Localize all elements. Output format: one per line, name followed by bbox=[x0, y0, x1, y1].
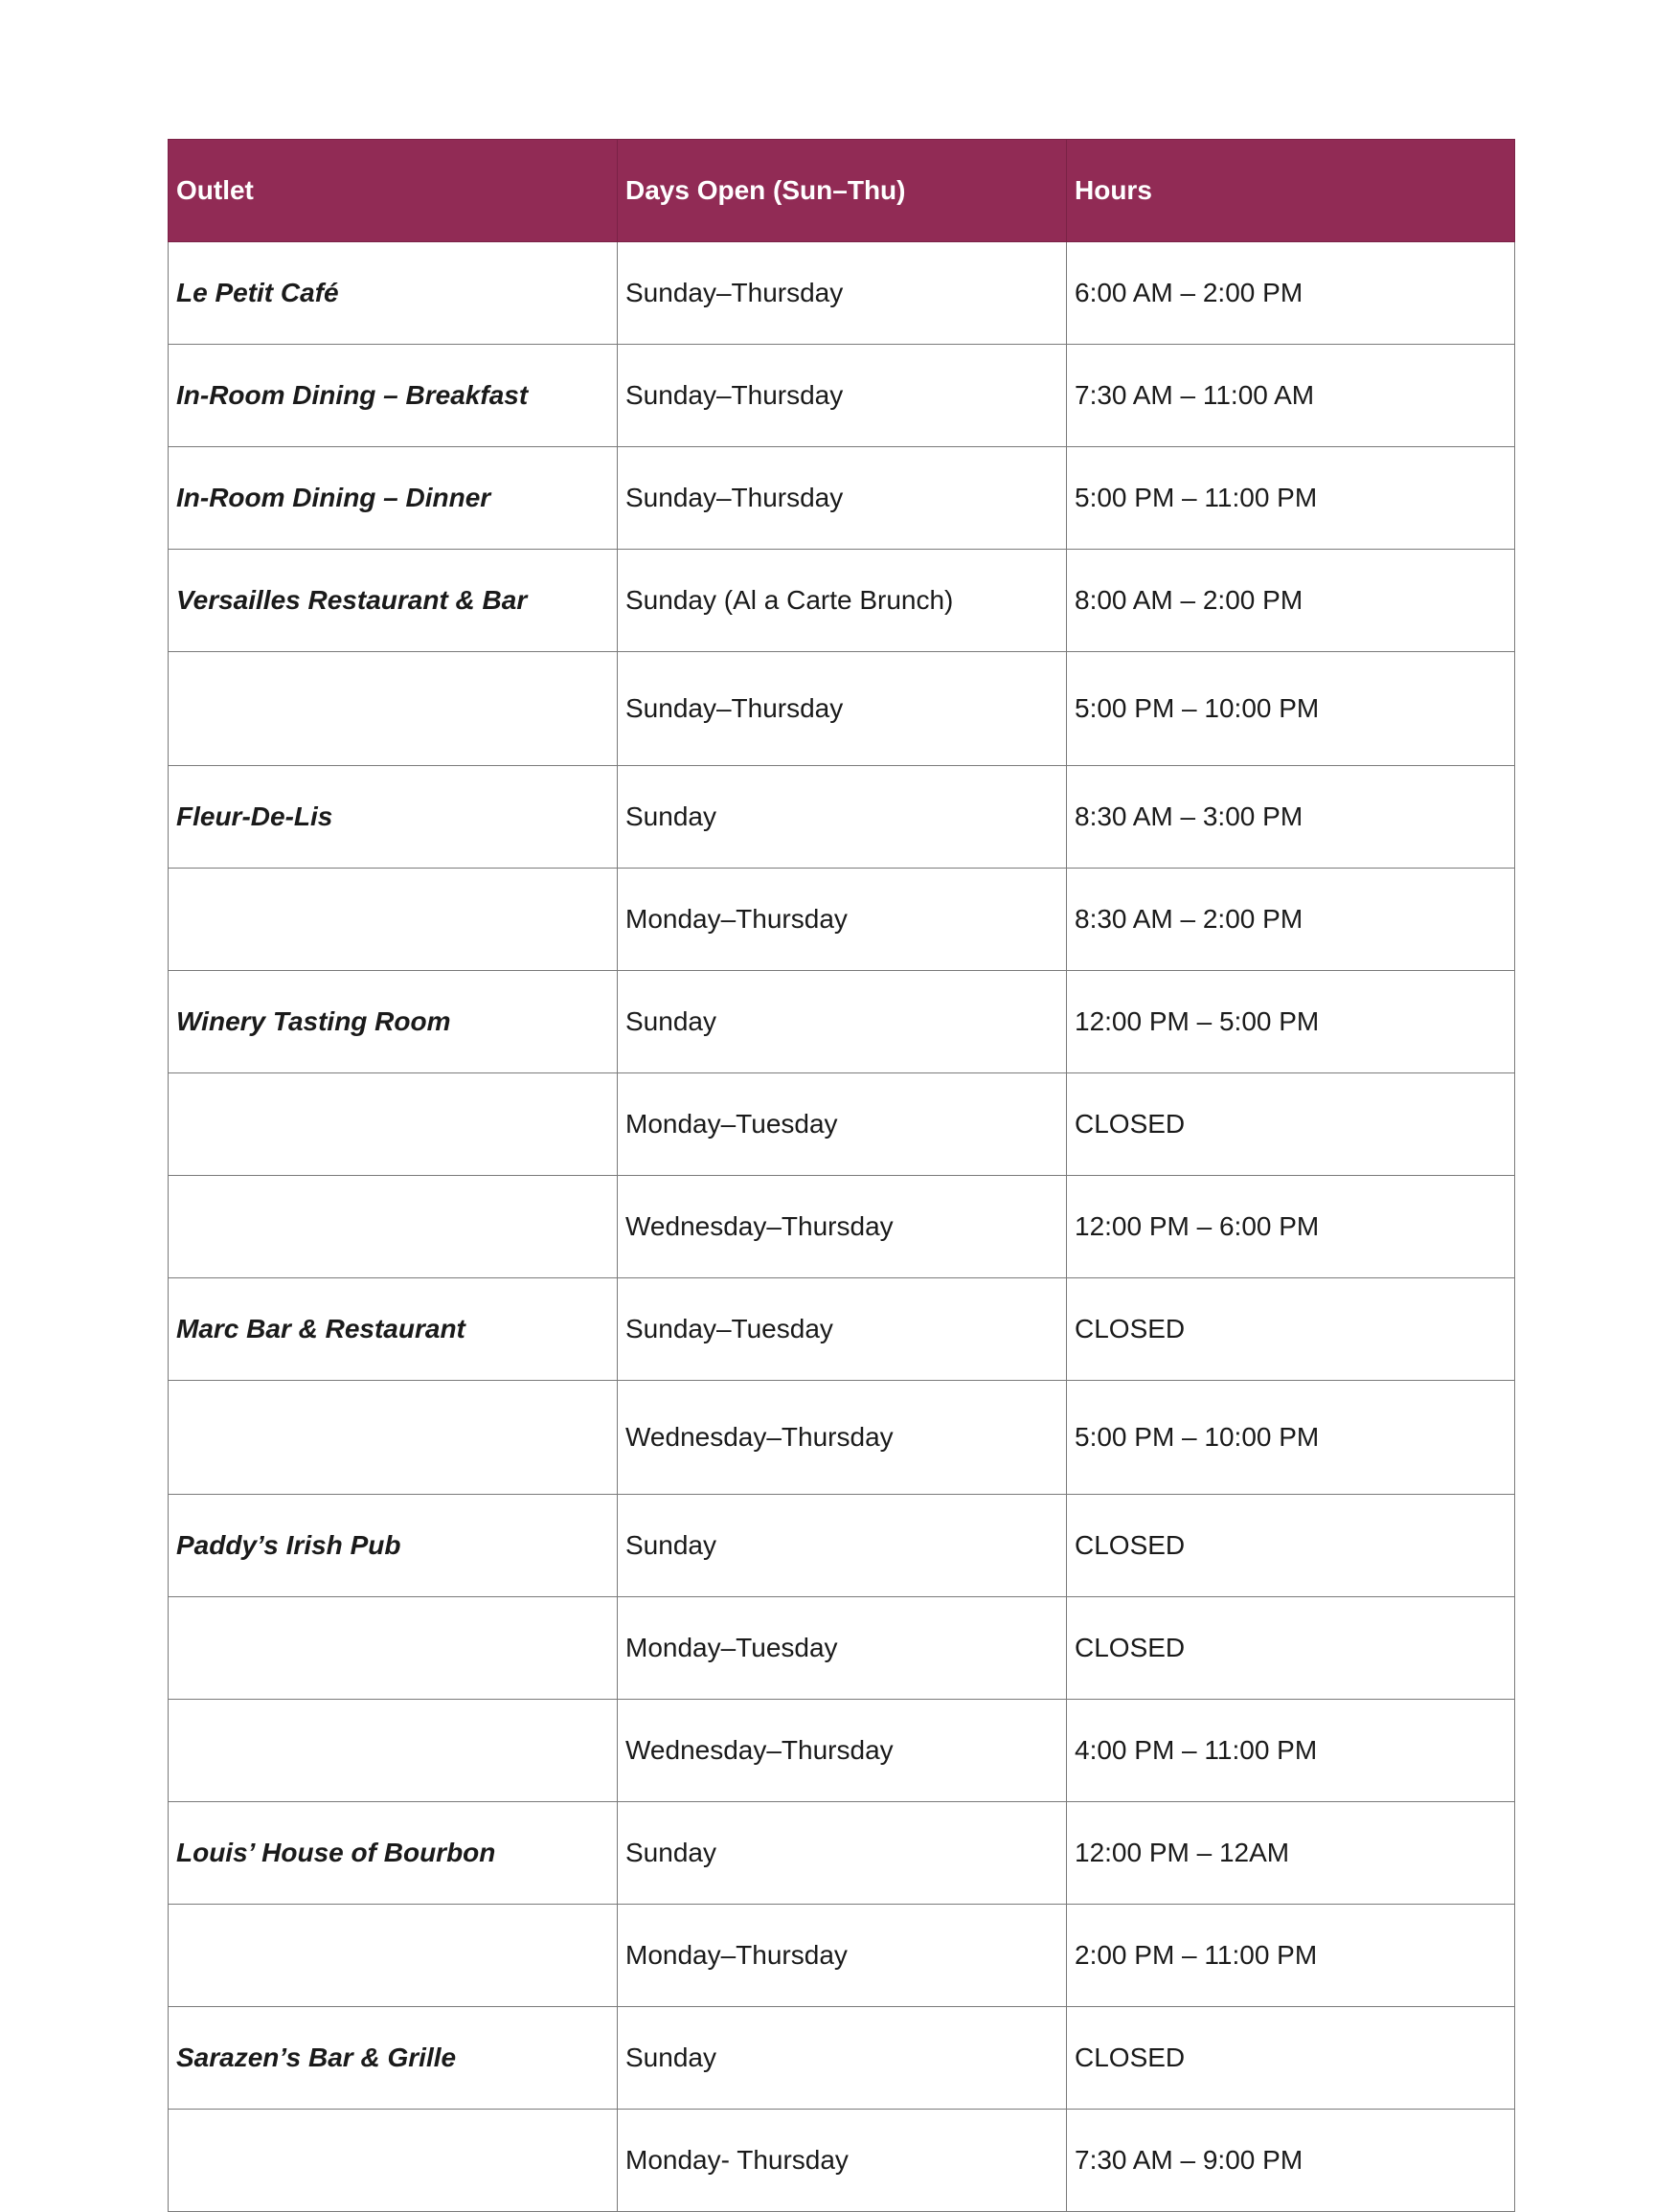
hours-cell: 12:00 PM – 5:00 PM bbox=[1067, 971, 1515, 1073]
table-row bbox=[169, 1597, 1515, 1700]
outlet-cell: Versailles Restaurant & Bar bbox=[169, 550, 618, 652]
hours-cell: 5:00 PM – 11:00 PM bbox=[1067, 447, 1515, 550]
table-row bbox=[169, 1905, 1515, 2007]
hours-cell: 12:00 PM – 6:00 PM bbox=[1067, 1176, 1515, 1278]
hours-cell: 2:00 PM – 11:00 PM bbox=[1067, 1905, 1515, 2007]
outlet-cell bbox=[169, 1381, 618, 1495]
table-header-row bbox=[169, 140, 1515, 242]
outlet-cell bbox=[169, 2110, 618, 2212]
outlet-cell bbox=[169, 869, 618, 971]
outlet-cell bbox=[169, 1905, 618, 2007]
days-open-cell: Sunday bbox=[618, 1495, 1067, 1597]
hours-cell: 12:00 PM – 12AM bbox=[1067, 1802, 1515, 1905]
hours-cell: 4:00 PM – 11:00 PM bbox=[1067, 1700, 1515, 1802]
table-row bbox=[169, 345, 1515, 447]
days-open-cell: Monday–Tuesday bbox=[618, 1597, 1067, 1700]
table-row bbox=[169, 1381, 1515, 1495]
hours-cell: 8:00 AM – 2:00 PM bbox=[1067, 550, 1515, 652]
days-open-cell: Monday–Thursday bbox=[618, 869, 1067, 971]
outlet-cell: Paddy’s Irish Pub bbox=[169, 1495, 618, 1597]
hours-cell: CLOSED bbox=[1067, 1073, 1515, 1176]
days-open-cell: Sunday bbox=[618, 766, 1067, 869]
table-row bbox=[169, 766, 1515, 869]
days-open-cell: Monday- Thursday bbox=[618, 2110, 1067, 2212]
table-row bbox=[169, 1700, 1515, 1802]
hours-cell: 8:30 AM – 2:00 PM bbox=[1067, 869, 1515, 971]
outlet-cell: Marc Bar & Restaurant bbox=[169, 1278, 618, 1381]
outlet-cell: Le Petit Café bbox=[169, 242, 618, 345]
table-row bbox=[169, 652, 1515, 766]
hours-cell: CLOSED bbox=[1067, 1597, 1515, 1700]
outlet-cell bbox=[169, 1700, 618, 1802]
table-row bbox=[169, 869, 1515, 971]
outlet-cell: Winery Tasting Room bbox=[169, 971, 618, 1073]
hours-cell: 7:30 AM – 9:00 PM bbox=[1067, 2110, 1515, 2212]
outlet-cell bbox=[169, 1597, 618, 1700]
table-row bbox=[169, 1278, 1515, 1381]
days-open-cell: Sunday bbox=[618, 971, 1067, 1073]
table-row bbox=[169, 1802, 1515, 1905]
outlet-cell: Louis’ House of Bourbon bbox=[169, 1802, 618, 1905]
hours-cell: CLOSED bbox=[1067, 1278, 1515, 1381]
outlet-cell: In-Room Dining – Breakfast bbox=[169, 345, 618, 447]
table-row bbox=[169, 242, 1515, 345]
days-open-cell: Wednesday–Thursday bbox=[618, 1381, 1067, 1495]
outlet-cell: Fleur-De-Lis bbox=[169, 766, 618, 869]
table-body bbox=[169, 242, 1515, 2212]
table-row bbox=[169, 2110, 1515, 2212]
table-row bbox=[169, 971, 1515, 1073]
hours-cell: 7:30 AM – 11:00 AM bbox=[1067, 345, 1515, 447]
hours-cell: 8:30 AM – 3:00 PM bbox=[1067, 766, 1515, 869]
column-header-days-open: Days Open (Sun–Thu) bbox=[618, 140, 1067, 242]
table-row bbox=[169, 1495, 1515, 1597]
outlet-cell bbox=[169, 1073, 618, 1176]
hours-cell: 6:00 AM – 2:00 PM bbox=[1067, 242, 1515, 345]
days-open-cell: Sunday–Thursday bbox=[618, 242, 1067, 345]
days-open-cell: Wednesday–Thursday bbox=[618, 1700, 1067, 1802]
hours-cell: 5:00 PM – 10:00 PM bbox=[1067, 652, 1515, 766]
table-row bbox=[169, 1073, 1515, 1176]
days-open-cell: Sunday–Thursday bbox=[618, 447, 1067, 550]
outlet-cell bbox=[169, 652, 618, 766]
column-header-hours: Hours bbox=[1067, 140, 1515, 242]
hours-cell: 5:00 PM – 10:00 PM bbox=[1067, 1381, 1515, 1495]
column-header-outlet: Outlet bbox=[169, 140, 618, 242]
days-open-cell: Sunday–Thursday bbox=[618, 652, 1067, 766]
days-open-cell: Sunday bbox=[618, 2007, 1067, 2110]
days-open-cell: Sunday–Tuesday bbox=[618, 1278, 1067, 1381]
hours-cell: CLOSED bbox=[1067, 2007, 1515, 2110]
days-open-cell: Wednesday–Thursday bbox=[618, 1176, 1067, 1278]
days-open-cell: Monday–Tuesday bbox=[618, 1073, 1067, 1176]
table-row bbox=[169, 2007, 1515, 2110]
table-row bbox=[169, 1176, 1515, 1278]
outlet-hours-table bbox=[168, 139, 1515, 2212]
outlet-cell: Sarazen’s Bar & Grille bbox=[169, 2007, 618, 2110]
days-open-cell: Sunday–Thursday bbox=[618, 345, 1067, 447]
outlet-cell: In-Room Dining – Dinner bbox=[169, 447, 618, 550]
table-row bbox=[169, 447, 1515, 550]
hours-cell: CLOSED bbox=[1067, 1495, 1515, 1597]
days-open-cell: Monday–Thursday bbox=[618, 1905, 1067, 2007]
table-row bbox=[169, 550, 1515, 652]
outlet-cell bbox=[169, 1176, 618, 1278]
days-open-cell: Sunday bbox=[618, 1802, 1067, 1905]
days-open-cell: Sunday (Al a Carte Brunch) bbox=[618, 550, 1067, 652]
